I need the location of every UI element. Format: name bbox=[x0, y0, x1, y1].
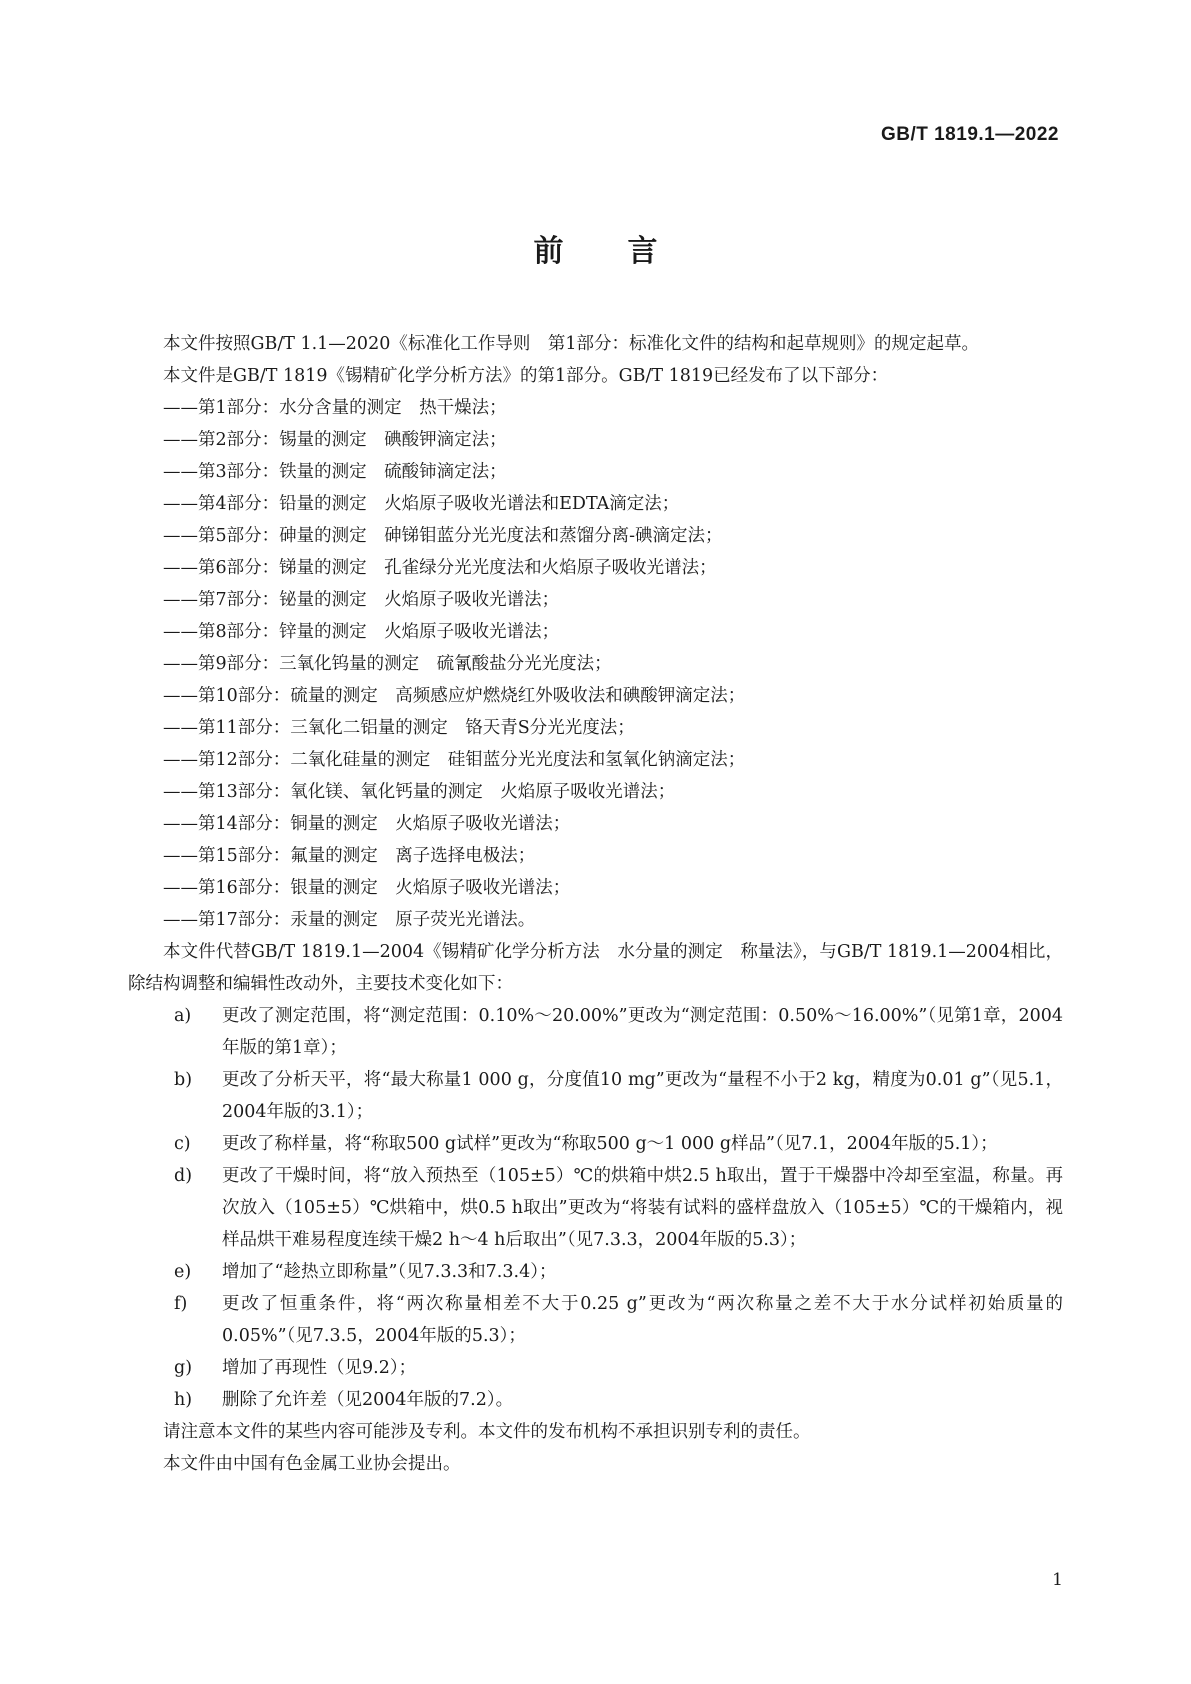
change-item bbox=[128, 1064, 1063, 1128]
change-item bbox=[128, 1000, 1063, 1064]
part-item: ——第10部分：硫量的测定 高频感应炉燃烧红外吸收法和碘酸钾滴定法； bbox=[163, 686, 746, 706]
change-label: h) bbox=[174, 1390, 193, 1410]
change-text: 删除了允许差（见2004年版的7.2）。 bbox=[222, 1390, 514, 1410]
change-text: 更改了干燥时间，将“放入预热至（105±5）℃的烘箱中烘2.5 h取出，置于干燥器中冷却至室温，称量。再次放入（105±5）℃烘箱中，烘0.5 h取出”更改为“将装有试料的盛样盘放入（105±5）℃的干燥箱内，视样品烘干难易程度连续干燥2 h～4 h后取出”（见7.3.3，2004年版的5.3）； bbox=[222, 1166, 1063, 1250]
change-item bbox=[128, 1160, 1063, 1256]
page-number: 1 bbox=[1052, 1570, 1063, 1590]
change-label: d) bbox=[174, 1166, 193, 1186]
part-item: ——第7部分：铋量的测定 火焰原子吸收光谱法； bbox=[163, 590, 560, 610]
change-text: 增加了“趁热立即称量”（见7.3.3和7.3.4）； bbox=[222, 1262, 557, 1282]
part-item: ——第5部分：砷量的测定 砷锑钼蓝分光光度法和蒸馏分离-碘滴定法； bbox=[163, 526, 723, 546]
change-text: 更改了分析天平，将“最大称量1 000 g，分度值10 mg”更改为“量程不小于2 kg，精度为0.01 g”（见5.1，2004年版的3.1）； bbox=[222, 1070, 1063, 1122]
page-title: 前言 bbox=[533, 234, 722, 269]
part-item: ——第9部分：三氧化钨量的测定 硫氰酸盐分光光度法； bbox=[163, 654, 612, 674]
paragraph-replacement: 本文件代替GB/T 1819.1—2004《锡精矿化学分析方法 水分量的测定 称量法》，与GB/T 1819.1—2004相比，除结构调整和编辑性改动外，主要技术变化如下： bbox=[128, 942, 1063, 994]
part-item: ——第4部分：铅量的测定 火焰原子吸收光谱法和EDTA滴定法； bbox=[163, 494, 680, 514]
parts-list bbox=[128, 392, 1063, 936]
paragraph-series-intro: 本文件是GB/T 1819《锡精矿化学分析方法》的第1部分。GB/T 1819已经发布了以下部分： bbox=[163, 366, 889, 386]
changes-list bbox=[128, 1000, 1063, 1416]
change-text: 更改了称样量，将“称取500 g试样”更改为“称取500 g～1 000 g样品”（见7.1，2004年版的5.1）； bbox=[222, 1134, 998, 1154]
part-item: ——第6部分：锑量的测定 孔雀绿分光光度法和火焰原子吸收光谱法； bbox=[163, 558, 717, 578]
change-text: 更改了恒重条件，将“两次称量相差不大于0.25 g”更改为“两次称量之差不大于水分试样初始质量的0.05%”（见7.3.5，2004年版的5.3）； bbox=[222, 1294, 1063, 1346]
change-label: b) bbox=[174, 1070, 193, 1090]
standard-code: GB/T 1819.1—2022 bbox=[880, 124, 1059, 145]
part-item: ——第1部分：水分含量的测定 热干燥法； bbox=[163, 398, 507, 418]
change-item bbox=[128, 1128, 1063, 1160]
part-item: ——第12部分：二氧化硅量的测定 硅钼蓝分光光度法和氢氧化钠滴定法； bbox=[163, 750, 746, 770]
change-item bbox=[128, 1384, 1063, 1416]
change-item bbox=[128, 1288, 1063, 1352]
paragraph-proposer: 本文件由中国有色金属工业协会提出。 bbox=[163, 1454, 461, 1474]
change-label: g) bbox=[174, 1358, 193, 1378]
document-body bbox=[128, 328, 1063, 1480]
paragraph-patent-notice: 请注意本文件的某些内容可能涉及专利。本文件的发布机构不承担识别专利的责任。 bbox=[163, 1422, 811, 1442]
change-text: 增加了再现性（见9.2）； bbox=[222, 1358, 417, 1378]
change-label: c) bbox=[174, 1134, 191, 1154]
part-item: ——第11部分：三氧化二铝量的测定 铬天青S分光光度法； bbox=[163, 718, 635, 738]
part-item: ——第17部分：汞量的测定 原子荧光光谱法。 bbox=[163, 910, 536, 930]
part-item: ——第8部分：锌量的测定 火焰原子吸收光谱法； bbox=[163, 622, 560, 642]
part-item: ——第3部分：铁量的测定 硫酸铈滴定法； bbox=[163, 462, 507, 482]
change-label: a) bbox=[174, 1006, 192, 1026]
part-item: ——第14部分：铜量的测定 火焰原子吸收光谱法； bbox=[163, 814, 571, 834]
part-item: ——第16部分：银量的测定 火焰原子吸收光谱法； bbox=[163, 878, 571, 898]
change-text: 更改了测定范围，将“测定范围：0.10%～20.00%”更改为“测定范围：0.50%～16.00%”（见第1章，2004年版的第1章）； bbox=[222, 1006, 1063, 1058]
part-item: ——第15部分：氟量的测定 离子选择电极法； bbox=[163, 846, 536, 866]
change-item bbox=[128, 1352, 1063, 1384]
change-label: f) bbox=[174, 1294, 188, 1314]
part-item: ——第2部分：锡量的测定 碘酸钾滴定法； bbox=[163, 430, 507, 450]
paragraph-drafting-rules: 本文件按照GB/T 1.1—2020《标准化工作导则 第1部分：标准化文件的结构和起草规则》的规定起草。 bbox=[163, 334, 979, 354]
part-item: ——第13部分：氧化镁、氧化钙量的测定 火焰原子吸收光谱法； bbox=[163, 782, 676, 802]
change-label: e) bbox=[174, 1262, 192, 1282]
change-item bbox=[128, 1256, 1063, 1288]
